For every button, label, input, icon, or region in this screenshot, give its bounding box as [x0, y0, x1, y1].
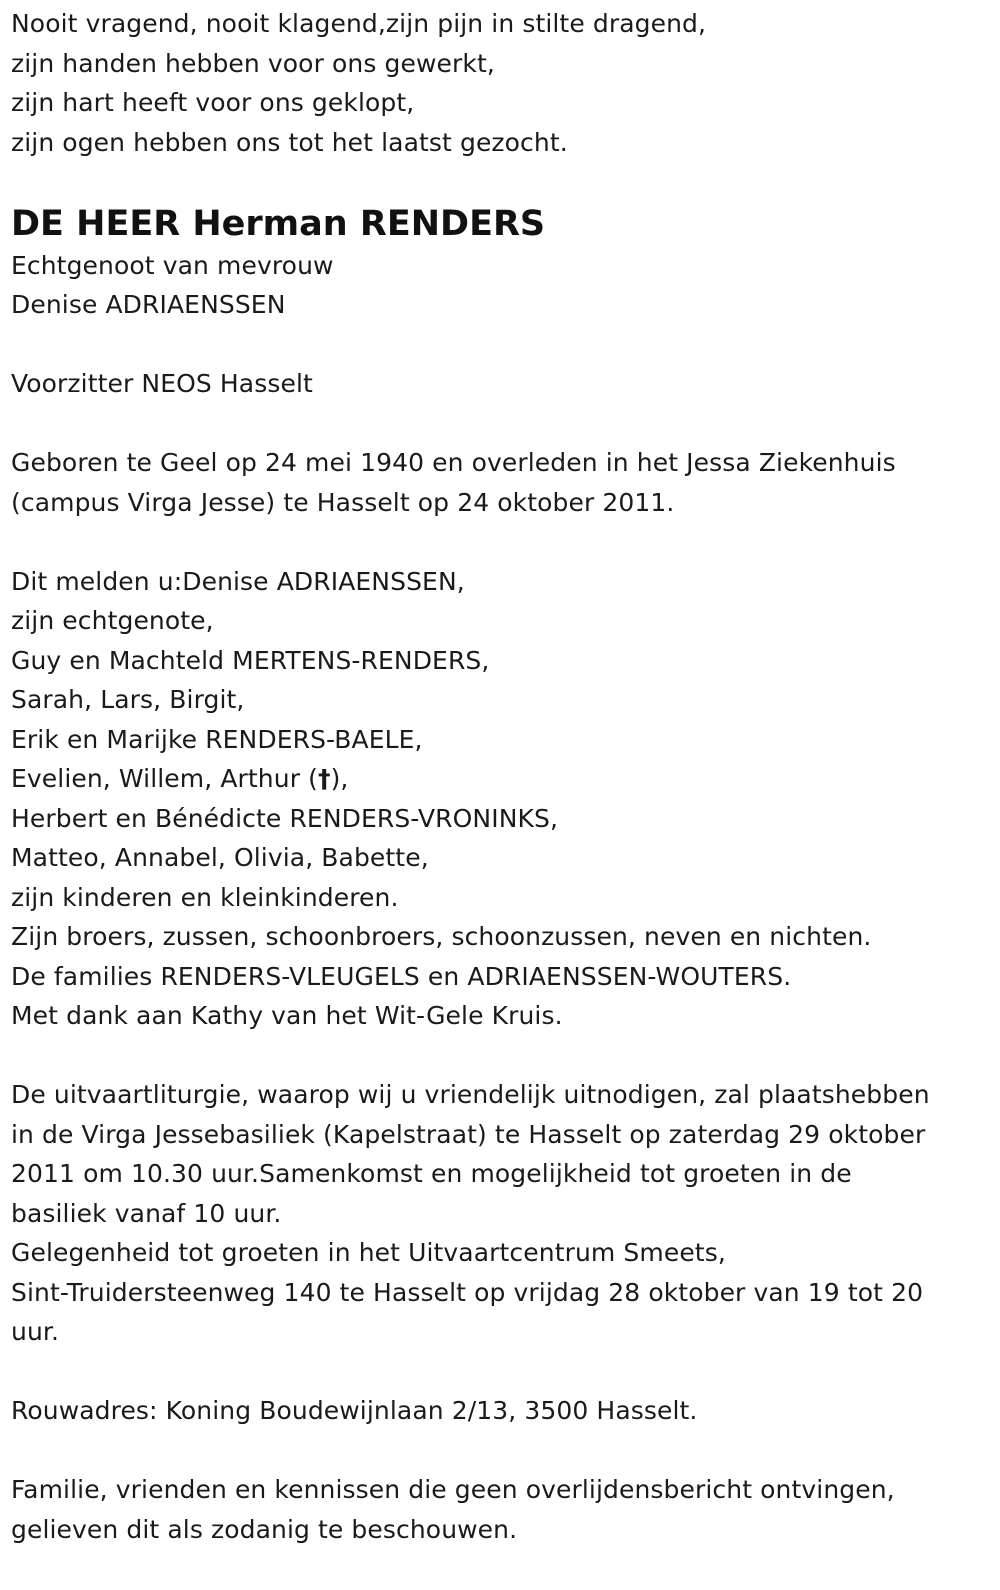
poem-line: zijn ogen hebben ons tot het laatst gezocht. [11, 127, 568, 157]
funeral-line: in de Virga Jessebasiliek (Kapelstraat) te Hasselt op zaterdag 29 oktober [11, 1119, 926, 1149]
family-line: Herbert en Bénédicte RENDERS-VRONINKS, [11, 803, 559, 833]
poem [11, 4, 986, 162]
poem-line: zijn handen hebben voor ons gewerkt, [11, 48, 495, 78]
family-line: Guy en Machteld MERTENS-RENDERS, [11, 645, 490, 675]
family-paragraph [11, 562, 986, 1036]
deceased-name: DE HEER Herman RENDERS [11, 203, 546, 244]
spacer [11, 404, 986, 444]
poem-line: Nooit vragend, nooit klagend,zijn pijn in stilte dragend, [11, 9, 707, 38]
family-line: Matteo, Annabel, Olivia, Babette, [11, 843, 429, 872]
cross-icon: † [317, 764, 331, 793]
family-line-text: ), [330, 764, 349, 793]
family-line: zijn kinderen en kleinkinderen. [11, 882, 399, 912]
spouse-name: Denise ADRIAENSSEN [11, 290, 286, 319]
birth-death-line: (campus Virga Jesse) te Hasselt op 24 oktober 2011. [11, 487, 675, 517]
funeral-line: uur. [11, 1317, 60, 1346]
family-line: De families RENDERS-VLEUGELS en ADRIAENSSEN-WOUTERS. [11, 961, 792, 991]
spacer [11, 1036, 986, 1076]
closing-line: gelieven dit als zodanig te beschouwen. [11, 1514, 518, 1544]
family-line: Erik en Marijke RENDERS-BAELE, [11, 724, 423, 754]
family-line-text: Evelien, Willem, Arthur ( [11, 764, 318, 793]
birth-death-paragraph [11, 443, 986, 522]
spacer [11, 162, 986, 202]
obituary-notice [11, 4, 986, 1549]
spacer [11, 1352, 986, 1392]
spacer [11, 1431, 986, 1471]
family-line [11, 759, 986, 799]
closing-paragraph [11, 1470, 986, 1549]
funeral-line: De uitvaartliturgie, waarop wij u vriendelijk uitnodigen, zal plaatshebben [11, 1080, 930, 1109]
funeral-line: 2011 om 10.30 uur.Samenkomst en mogelijkheid tot groeten in de [11, 1159, 852, 1188]
funeral-line: Gelegenheid tot groeten in het Uitvaartcentrum Smeets, [11, 1238, 726, 1267]
spacer [11, 325, 986, 365]
family-line: Dit melden u:Denise ADRIAENSSEN, [11, 566, 465, 596]
family-line: Sarah, Lars, Birgit, [11, 685, 245, 714]
family-line: Zijn broers, zussen, schoonbroers, schoonzussen, neven en nichten. [11, 922, 872, 951]
closing-line: Familie, vrienden en kennissen die geen overlijdensbericht ontvingen, [11, 1475, 895, 1504]
role-line: Voorzitter NEOS Hasselt [11, 369, 313, 398]
poem-line: zijn hart heeft voor ons geklopt, [11, 88, 415, 117]
funeral-line: Sint-Truidersteenweg 140 te Hasselt op vrijdag 28 oktober van 19 tot 20 [11, 1277, 924, 1307]
birth-death-line: Geboren te Geel op 24 mei 1940 en overleden in het Jessa Ziekenhuis [11, 448, 896, 477]
funeral-paragraph [11, 1075, 986, 1352]
spouse-line: Echtgenoot van mevrouw [11, 250, 334, 280]
family-line: zijn echtgenote, [11, 606, 214, 635]
mourning-address: Rouwadres: Koning Boudewijnlaan 2/13, 3500 Hasselt. [11, 1396, 698, 1425]
spacer [11, 522, 986, 562]
funeral-line: basiliek vanaf 10 uur. [11, 1198, 282, 1228]
family-line: Met dank aan Kathy van het Wit-Gele Kruis. [11, 1001, 563, 1030]
